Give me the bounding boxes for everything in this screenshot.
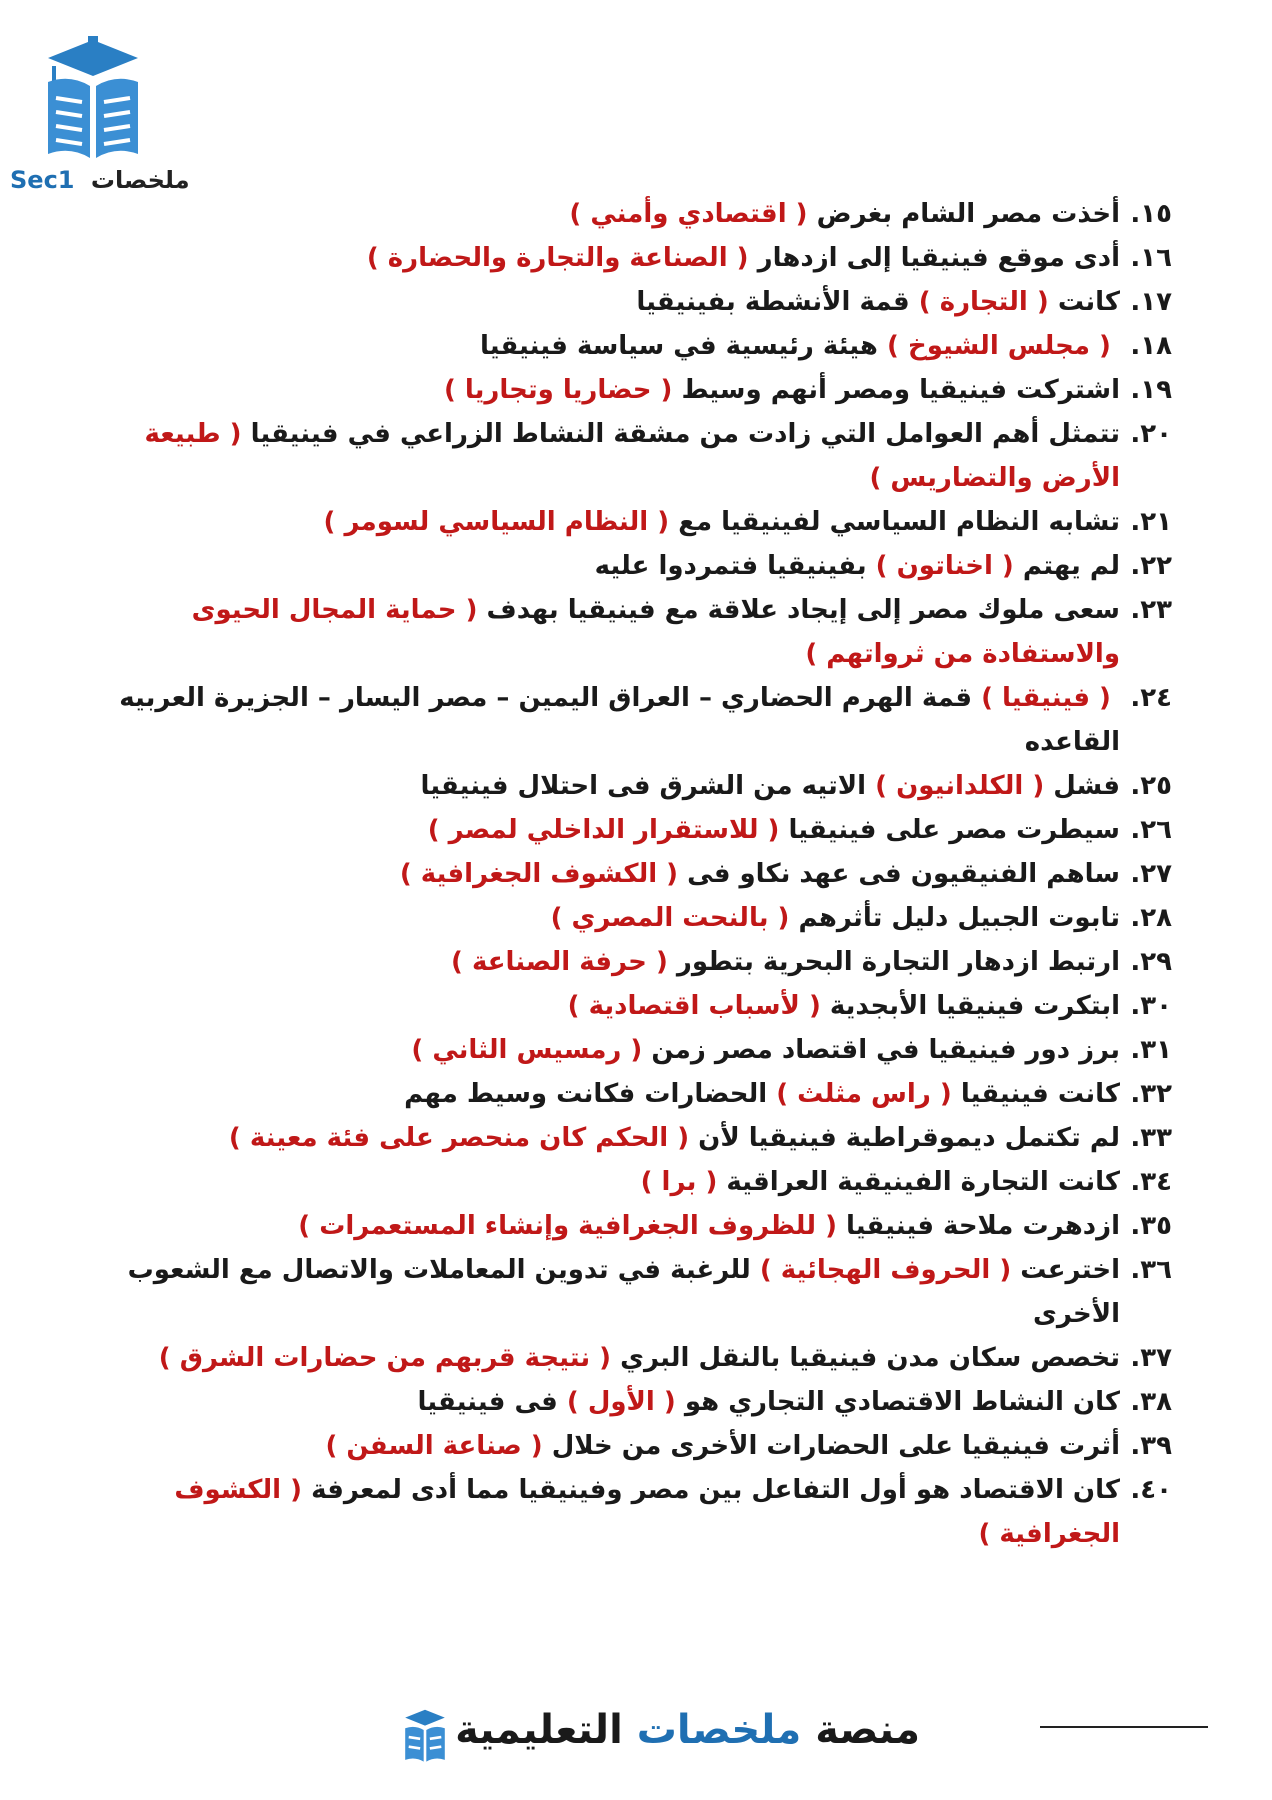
item-number: ٢٩. — [1130, 947, 1172, 977]
item-answer: ( اخناتون ) — [875, 551, 1014, 581]
item-answer: ( فينيقيا ) — [981, 683, 1111, 713]
item-text-before: كانت فينيقيا — [960, 1079, 1120, 1109]
list-item — [112, 324, 1172, 368]
item-answer: ( الكلدانيون ) — [875, 771, 1045, 801]
item-text-before: اشتركت فينيقيا ومصر أنهم وسيط — [681, 375, 1120, 405]
footer-book-icon — [400, 1708, 450, 1763]
item-text-before: ازدهرت ملاحة فينيقيا — [846, 1211, 1120, 1241]
item-answer: ( حضاريا وتجاريا ) — [443, 375, 673, 405]
list-item — [112, 500, 1172, 544]
item-number: ٢٣. — [1130, 595, 1172, 625]
item-answer: ( الحروف الهجائية ) — [759, 1255, 1012, 1285]
item-number: ٣٠. — [1130, 991, 1172, 1021]
list-item — [112, 236, 1172, 280]
item-answer: ( الأول ) — [566, 1387, 676, 1417]
list-item — [112, 192, 1172, 236]
item-text-after: هيئة رئيسية في سياسة فينيقيا — [479, 331, 878, 361]
logo-caption — [10, 166, 190, 194]
list-item — [112, 1380, 1172, 1424]
item-text-before: فشل — [1053, 771, 1120, 801]
list-item — [112, 412, 1172, 500]
list-item — [112, 1204, 1172, 1248]
item-text-after: فى فينيقيا — [417, 1387, 558, 1417]
item-answer: ( الكشوف الجغرافية ) — [174, 1475, 1120, 1549]
item-number: ٣١. — [1130, 1035, 1172, 1065]
item-text-before: برز دور فينيقيا في اقتصاد مصر زمن — [651, 1035, 1120, 1065]
footer-title — [400, 1700, 920, 1760]
logo-label: ملخصات — [90, 166, 190, 194]
item-text-before: تتمثل أهم العوامل التي زادت من مشقة النشاط الزراعي في فينيقيا — [250, 419, 1120, 449]
item-answer: ( النظام السياسي لسومر ) — [323, 507, 670, 537]
list-item — [112, 984, 1172, 1028]
item-answer: ( بالنحت المصري ) — [550, 903, 790, 933]
item-number: ٢٧. — [1130, 859, 1172, 889]
list-item — [112, 896, 1172, 940]
item-text-after: قمة الهرم الحضاري – العراق اليمين – مصر اليسار – الجزيرة العربيه القاعده — [119, 683, 1120, 757]
list-item — [112, 1072, 1172, 1116]
item-text-before: كان الاقتصاد هو أول التفاعل بين مصر وفينيقيا مما أدى لمعرفة — [311, 1475, 1120, 1505]
list-item — [112, 1160, 1172, 1204]
item-number: ٢٤. — [1130, 683, 1172, 713]
item-answer: ( برا ) — [640, 1167, 718, 1197]
item-text-after: الحضارات فكانت وسيط مهم — [404, 1079, 768, 1109]
list-item — [112, 764, 1172, 808]
item-text-after: للرغبة في تدوين المعاملات والاتصال مع الشعوب الأخرى — [127, 1255, 1120, 1329]
item-number: ٣٤. — [1130, 1167, 1172, 1197]
item-number: ٤٠. — [1130, 1475, 1172, 1505]
item-answer: ( للظروف الجغرافية وإنشاء المستعمرات ) — [298, 1211, 837, 1241]
item-number: ٣٩. — [1130, 1431, 1172, 1461]
list-item — [112, 544, 1172, 588]
item-text-before: كانت — [1057, 287, 1120, 317]
item-text-before: تابوت الجبيل دليل تأثرهم — [798, 903, 1120, 933]
item-text-before: ارتبط ازدهار التجارة البحرية بتطور — [676, 947, 1120, 977]
item-answer: ( حماية المجال الحيوى والاستفادة من ثرواتهم ) — [191, 595, 1120, 669]
list-item — [112, 1248, 1172, 1336]
item-answer: ( حرفة الصناعة ) — [451, 947, 668, 977]
item-number: ١٨. — [1130, 331, 1172, 361]
item-text-before: كان النشاط الاقتصادي التجاري هو — [684, 1387, 1120, 1417]
brand-logo — [10, 36, 190, 201]
list-item — [112, 940, 1172, 984]
item-number: ٣٣. — [1130, 1123, 1172, 1153]
list-item — [112, 808, 1172, 852]
item-text-before: اخترعت — [1020, 1255, 1120, 1285]
footer-suffix: التعليمية — [455, 1707, 623, 1753]
item-number: ١٦. — [1130, 243, 1172, 273]
item-text-before: سعى ملوك مصر إلى إيجاد علاقة مع فينيقيا بهدف — [486, 595, 1120, 625]
item-answer: ( للاستقرار الداخلي لمصر ) — [427, 815, 780, 845]
list-item — [112, 1336, 1172, 1380]
item-number: ١٧. — [1130, 287, 1172, 317]
item-number: ٣٥. — [1130, 1211, 1172, 1241]
list-item — [112, 1468, 1172, 1556]
item-number: ٣٨. — [1130, 1387, 1172, 1417]
item-answer: ( صناعة السفن ) — [325, 1431, 543, 1461]
item-answer: ( راس مثلث ) — [776, 1079, 952, 1109]
item-number: ٣٢. — [1130, 1079, 1172, 1109]
item-answer: ( الحكم كان منحصر على فئة معينة ) — [228, 1123, 690, 1153]
list-item — [112, 1116, 1172, 1160]
item-text-before: أدى موقع فينيقيا إلى ازدهار — [757, 243, 1120, 273]
list-item — [112, 368, 1172, 412]
item-text-after: الاتيه من الشرق فى احتلال فينيقيا — [420, 771, 867, 801]
item-answer: ( الصناعة والتجارة والحضارة ) — [366, 243, 749, 273]
item-answer: ( اقتصادي وأمني ) — [569, 199, 808, 229]
item-answer: ( رمسيس الثاني ) — [411, 1035, 643, 1065]
list-item — [112, 588, 1172, 676]
item-number: ٢٢. — [1130, 551, 1172, 581]
item-text-before: ابتكرت فينيقيا الأبجدية — [829, 991, 1120, 1021]
item-text-before: أثرت فينيقيا على الحضارات الأخرى من خلال — [551, 1431, 1120, 1461]
item-number: ٢٨. — [1130, 903, 1172, 933]
item-number: ٢٥. — [1130, 771, 1172, 801]
item-answer: ( مجلس الشيوخ ) — [887, 331, 1111, 361]
item-answer: ( طبيعة الأرض والتضاريس ) — [144, 419, 1120, 493]
item-text-after: قمة الأنشطة بفينيقيا — [636, 287, 910, 317]
questions-list — [112, 192, 1172, 1556]
item-text-before: سيطرت مصر على فينيقيا — [788, 815, 1120, 845]
item-text-before: لم تكتمل ديموقراطية فينيقيا لأن — [698, 1123, 1120, 1153]
item-text-before: تخصص سكان مدن فينيقيا بالنقل البري — [620, 1343, 1120, 1373]
item-text-before: لم يهتم — [1022, 551, 1120, 581]
item-answer: ( نتيجة قربهم من حضارات الشرق ) — [158, 1343, 612, 1373]
item-number: ٢٦. — [1130, 815, 1172, 845]
item-answer: ( التجارة ) — [918, 287, 1049, 317]
logo-brand: Sec1 — [10, 166, 75, 194]
footer-highlight: ملخصات — [636, 1707, 802, 1753]
item-number: ١٩. — [1130, 375, 1172, 405]
item-text-before: تشابه النظام السياسي لفينيقيا مع — [678, 507, 1120, 537]
book-icon — [38, 36, 148, 161]
item-text-before: أخذت مصر الشام بغرض — [816, 199, 1120, 229]
item-text-before: ساهم الفنيقيون فى عهد نكاو فى — [687, 859, 1120, 889]
item-text-before: كانت التجارة الفينيقية العراقية — [726, 1167, 1120, 1197]
item-number: ٢١. — [1130, 507, 1172, 537]
list-item — [112, 676, 1172, 764]
list-item — [112, 1028, 1172, 1072]
footer — [400, 1700, 920, 1770]
item-number: ٣٦. — [1130, 1255, 1172, 1285]
footer-prefix: منصة — [815, 1707, 920, 1753]
item-answer: ( لأسباب اقتصادية ) — [567, 991, 821, 1021]
item-number: ٣٧. — [1130, 1343, 1172, 1373]
item-text-after: بفينيقيا فتمردوا عليه — [594, 551, 867, 581]
item-answer: ( الكشوف الجغرافية ) — [399, 859, 679, 889]
list-item — [112, 852, 1172, 896]
footer-divider — [1040, 1726, 1208, 1728]
item-number: ٢٠. — [1130, 419, 1172, 449]
item-number: ١٥. — [1130, 199, 1172, 229]
list-item — [112, 280, 1172, 324]
list-item — [112, 1424, 1172, 1468]
